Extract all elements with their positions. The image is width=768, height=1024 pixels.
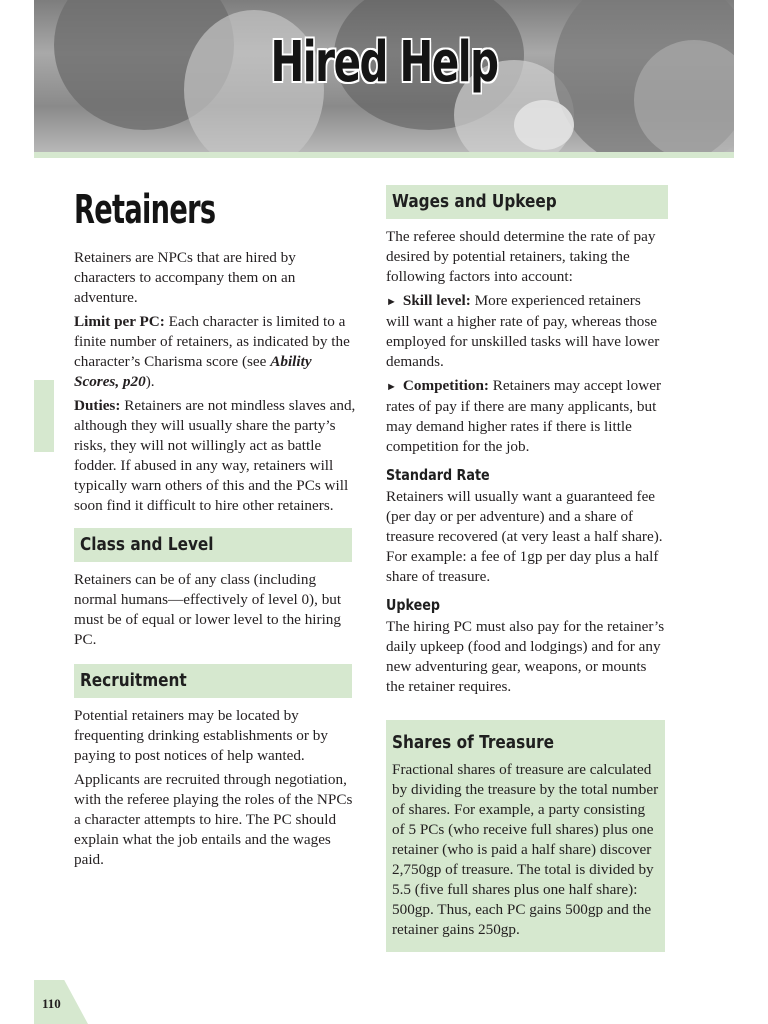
wages-heading-box xyxy=(386,185,668,219)
class-level-heading: Class and Level xyxy=(80,534,214,555)
recruitment-heading: Recruitment xyxy=(80,670,187,691)
page-number: 110 xyxy=(42,996,61,1011)
limit-reference: Ability Scores, p20 xyxy=(74,353,312,390)
section-title-retainers: Retainers xyxy=(74,187,216,233)
recruitment-heading-box xyxy=(74,664,352,698)
competition-item xyxy=(386,376,668,457)
left-column xyxy=(74,180,356,874)
header-rule xyxy=(34,152,734,158)
duties-label: Duties: xyxy=(74,397,121,414)
side-tab-marker xyxy=(34,380,54,452)
wages-intro: The referee should determine the rate of pay desired by potential retainers, taking the following factors into account: xyxy=(386,228,656,285)
recruitment-paragraph-1: Potential retainers may be located by frequenting drinking establishments or by paying to post notices of help wanted. xyxy=(74,707,328,764)
upkeep-heading: Upkeep xyxy=(386,596,441,614)
limit-label: Limit per PC: xyxy=(74,313,165,330)
skill-level-text: More experienced retainers will want a higher rate of pay, whereas those employed for unskilled tasks will have lower demands. xyxy=(386,292,660,370)
intro-paragraph: Retainers are NPCs that are hired by characters to accompany them on an adventure. xyxy=(74,249,296,306)
shares-heading: Shares of Treasure xyxy=(392,732,555,753)
standard-rate-heading: Standard Rate xyxy=(386,466,490,484)
upkeep-text: The hiring PC must also pay for the retainer’s daily upkeep (food and lodgings) and for any new adventuring gear, weapons, or mounts the retainer requires. xyxy=(386,618,665,695)
right-column xyxy=(386,185,668,701)
limit-text: Each character is limited to a finite number of retainers, as indicated by the character’s Charisma score (see xyxy=(74,313,350,370)
wages-heading: Wages and Upkeep xyxy=(392,191,557,212)
shares-text: Fractional shares of treasure are calculated by dividing the treasure by the total number of shares. For example, a party consisting of 5 PCs (who receive full shares) plus one retainer (who is paid a half share) discover 2,750gp of treasure. The total is divided by 5.5 (five full shares plus one half share): 500gp. Thus, each PC gains 500gp and the retainer gains 250gp. xyxy=(392,761,659,938)
competition-text: Retainers may accept lower rates of pay if there are many applicants, but may demand higher rates if there is little competition for the job. xyxy=(386,377,661,455)
page-title: Hired Help xyxy=(270,30,498,95)
recruitment-paragraph-2: Applicants are recruited through negotiation, with the referee playing the roles of the NPCs a character attempts to hire. The PC should explain what the job entails and the wages paid. xyxy=(74,771,353,868)
bullet-arrow-icon: ► xyxy=(386,296,397,308)
limit-end: ). xyxy=(145,373,155,390)
limit-paragraph xyxy=(74,312,356,392)
shares-of-treasure-sidebar xyxy=(386,720,665,952)
duties-paragraph xyxy=(74,396,356,516)
class-level-text: Retainers can be of any class (including normal humans—effectively of level 0), but must be of equal or lower level to the hiring PC. xyxy=(74,571,342,648)
duties-text: Retainers are not mindless slaves and, although they will usually share the party’s risks, they will not willingly act as battle fodder. If abused in any way, retainers will typically warn others of this and the PCs will soon find it difficult to hire other retainers. xyxy=(74,397,356,514)
class-level-heading-box xyxy=(74,528,352,562)
skill-level-item xyxy=(386,291,668,372)
competition-label: Competition: xyxy=(402,377,489,394)
bullet-arrow-icon: ► xyxy=(386,381,397,393)
skill-level-label: Skill level: xyxy=(402,292,471,309)
standard-rate-text: Retainers will usually want a guaranteed fee (per day or per adventure) and a share of treasure recovered (at very least a half share). For example: a fee of 1gp per day plus a half share of treasure. xyxy=(386,488,663,585)
